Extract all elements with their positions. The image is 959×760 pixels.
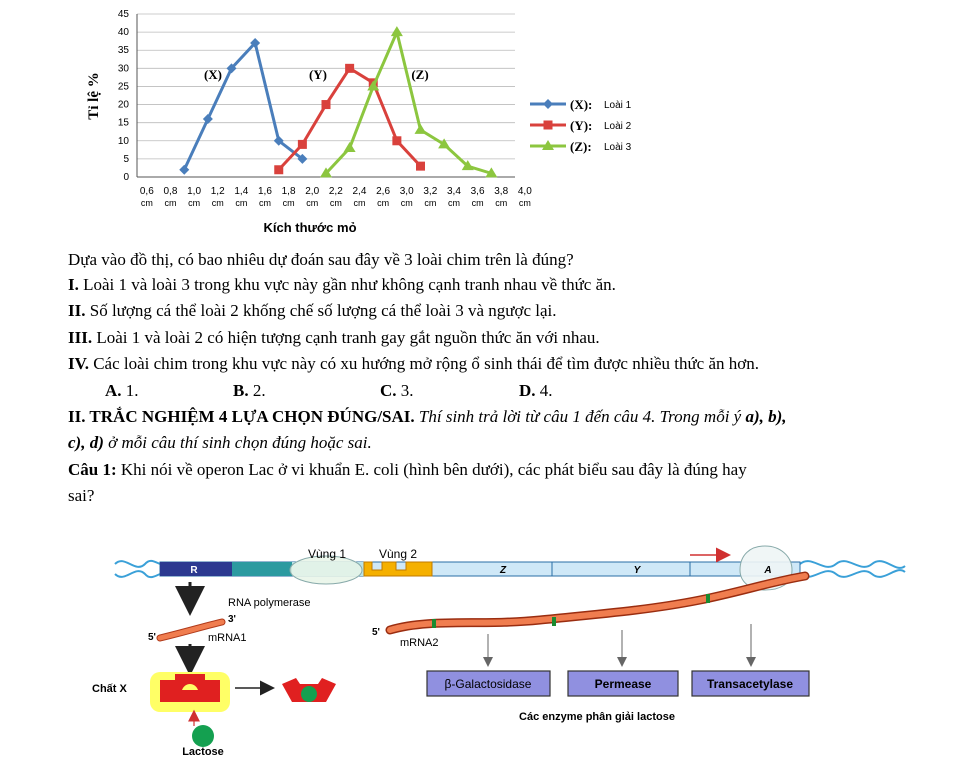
data-point (344, 142, 356, 152)
x-tick-label: 4,0 (517, 186, 532, 197)
x-axis (137, 177, 532, 208)
x-tick-unit: cm (306, 198, 319, 208)
vung-1-label: Vùng 1 (307, 547, 347, 561)
answer-a-text: 1. (121, 381, 139, 400)
x-tick-unit: cm (518, 198, 531, 208)
x-tick-label: 3,4 (446, 186, 461, 197)
data-point (179, 165, 189, 175)
y-tick-label: 5 (123, 153, 129, 165)
statement-3-num: III. (68, 328, 93, 347)
lac-operon-diagram (0, 540, 959, 760)
x-axis-label: Kích thước mỏ (263, 220, 357, 235)
statement-4-text: Các loài chim trong khu vực này có xu hướng mở rộng ổ sinh thái để tìm được nhiều thức ăn hơn. (88, 354, 760, 373)
answer-c-letter: C. (380, 381, 397, 400)
statement-1-text: Loài 1 và loài 3 trong khu vực này gần như không cạnh tranh nhau về thức ăn. (78, 275, 616, 294)
gene-y-label: Y (633, 565, 641, 576)
data-point (345, 64, 354, 73)
lactose-circle (192, 725, 214, 747)
data-point (322, 100, 331, 109)
cau1-text-1: Khi nói về operon Lac ở vi khuẩn E. coli (hình bên dưới), các phát biểu sau đây là đúng hay (116, 460, 747, 479)
five-prime-1-label: 5' (148, 632, 156, 643)
statement-4 (68, 354, 759, 374)
x-tick-label: 2,0 (305, 186, 320, 197)
x-tick-unit: cm (164, 198, 177, 208)
chat-x-label: Chất X (92, 683, 127, 695)
x-tick-label: 1,2 (210, 186, 225, 197)
mrna1-label: mRNA1 (208, 632, 247, 644)
mrna2-marker-3 (706, 594, 710, 603)
x-tick-unit: cm (377, 198, 390, 208)
answer-b[interactable] (233, 381, 266, 401)
gene-r-label: R (190, 565, 198, 576)
x-tick-unit: cm (471, 198, 484, 208)
data-point (392, 136, 401, 145)
y-tick-label: 10 (117, 135, 129, 147)
section-instr-1-bold: a), b), (745, 407, 787, 426)
enzyme-label-1: β-Galactosidase (444, 677, 532, 691)
x-tick-label: 1,6 (257, 186, 272, 197)
promoter-box (232, 562, 292, 576)
answer-b-letter: B. (233, 381, 249, 400)
x-tick-label: 3,0 (399, 186, 414, 197)
x-tick-unit: cm (140, 198, 153, 208)
enzyme-label-2: Permease (594, 677, 652, 691)
section-instr-2: ở mỗi câu thí sinh chọn đúng hoặc sai. (103, 433, 372, 452)
statement-3 (68, 328, 600, 348)
answer-a-letter: A. (105, 381, 122, 400)
three-prime-label: 3' (228, 614, 236, 625)
series-tag-1: (X) (203, 67, 223, 82)
chart-legend (530, 97, 632, 154)
answer-b-text: 2. (248, 381, 266, 400)
statement-3-text: Loài 1 và loài 2 có hiện tượng cạnh tranh gay gắt nguồn thức ăn với nhau. (92, 328, 600, 347)
data-point (415, 124, 427, 134)
y-tick-label: 45 (117, 9, 129, 20)
x-tick-unit: cm (282, 198, 295, 208)
mrna2-marker-2 (552, 617, 556, 626)
statement-4-num: IV. (68, 354, 89, 373)
bound-lactose (301, 686, 317, 702)
answer-c[interactable] (380, 381, 414, 401)
question-prompt: Dựa vào đồ thị, có bao nhiêu dự đoán sau đây về 3 loài chim trên là đúng? (68, 250, 574, 269)
statement-2 (68, 301, 557, 321)
x-tick-label: 0,6 (139, 186, 154, 197)
x-tick-label: 2,2 (328, 186, 343, 197)
y-axis (118, 9, 137, 183)
y-tick-label: 35 (117, 45, 129, 57)
x-tick-unit: cm (424, 198, 437, 208)
x-tick-unit: cm (495, 198, 508, 208)
five-prime-2-label: 5' (372, 627, 380, 638)
x-tick-label: 0,8 (163, 186, 178, 197)
gene-z-label: Z (499, 565, 507, 576)
legend-name-2: Loài 2 (604, 121, 632, 132)
mrna2-label: mRNA2 (400, 637, 439, 649)
x-tick-unit: cm (400, 198, 413, 208)
data-point (391, 26, 403, 36)
answer-d-letter: D. (519, 381, 536, 400)
x-tick-unit: cm (258, 198, 271, 208)
statement-1 (68, 275, 616, 295)
answer-d[interactable] (519, 381, 553, 401)
x-tick-unit: cm (353, 198, 366, 208)
x-tick-label: 1,4 (234, 186, 249, 197)
x-tick-label: 3,2 (423, 186, 438, 197)
legend-tag-1: (X): (570, 97, 593, 112)
legend-marker (544, 121, 553, 130)
statement-1-num: I. (68, 275, 79, 294)
x-tick-label: 1,0 (187, 186, 202, 197)
dna-wave-left (115, 561, 160, 577)
y-tick-label: 15 (117, 117, 129, 129)
enzymes-caption: Các enzyme phân giải lactose (519, 711, 675, 723)
section-instr-2-bold: c), d) (68, 433, 104, 452)
statement-2-text: Số lượng cá thể loài 2 khống chế số lượng cá thể loài 3 và ngược lại. (85, 301, 557, 320)
data-point (274, 165, 283, 174)
x-tick-label: 1,8 (281, 186, 296, 197)
mrna2-marker-1 (432, 619, 436, 628)
statement-2-num: II. (68, 301, 86, 320)
bird-beak-chart (0, 0, 660, 235)
legend-tag-2: (Y): (570, 118, 593, 133)
lactose-label: Lactose (182, 746, 224, 758)
section-heading-line (68, 407, 787, 427)
legend-name-1: Loài 1 (604, 100, 632, 111)
section-instr-line-2 (68, 433, 372, 453)
y-tick-label: 30 (117, 63, 129, 75)
data-point (298, 140, 307, 149)
x-tick-label: 3,8 (494, 186, 509, 197)
data-point (416, 162, 425, 171)
series-line-2 (279, 68, 421, 169)
x-tick-unit: cm (188, 198, 201, 208)
series-tag-2: (Y) (308, 67, 328, 82)
enzyme-label-3: Transacetylase (706, 677, 794, 691)
cau1-line-2: sai? (68, 486, 95, 505)
series-line-1 (184, 43, 302, 170)
x-tick-label: 2,4 (352, 186, 367, 197)
y-tick-label: 0 (123, 172, 129, 183)
cau1-line-1 (68, 460, 747, 480)
answer-c-text: 3. (396, 381, 414, 400)
x-tick-unit: cm (447, 198, 460, 208)
y-axis-label: Tỉ lệ % (86, 72, 102, 120)
rna-polymerase-label: RNA polymerase (228, 597, 311, 609)
gene-a-label: A (764, 565, 772, 576)
section-instr-1: Thí sinh trả lời từ câu 1 đến câu 4. Trong mỗi ý (414, 407, 746, 426)
dna-wave-right (800, 561, 905, 577)
answer-d-text: 4. (535, 381, 553, 400)
y-tick-label: 40 (117, 27, 129, 39)
legend-name-3: Loài 3 (604, 142, 632, 153)
cau1-label: Câu 1: (68, 460, 117, 479)
legend-marker (543, 99, 553, 109)
y-tick-label: 20 (117, 99, 129, 111)
legend-tag-3: (Z): (570, 139, 592, 154)
x-tick-label: 2,6 (376, 186, 391, 197)
y-tick-label: 25 (117, 81, 129, 93)
vung-2-label: Vùng 2 (378, 547, 418, 561)
series-tag-3: (Z) (411, 67, 429, 82)
x-tick-label: 3,6 (470, 186, 485, 197)
section-heading: II. TRẮC NGHIỆM 4 LỰA CHỌN ĐÚNG/SAI. (68, 407, 415, 426)
chart-series (179, 26, 497, 177)
answer-a[interactable] (105, 381, 139, 401)
x-tick-unit: cm (211, 198, 224, 208)
x-tick-unit: cm (329, 198, 342, 208)
x-tick-unit: cm (235, 198, 248, 208)
